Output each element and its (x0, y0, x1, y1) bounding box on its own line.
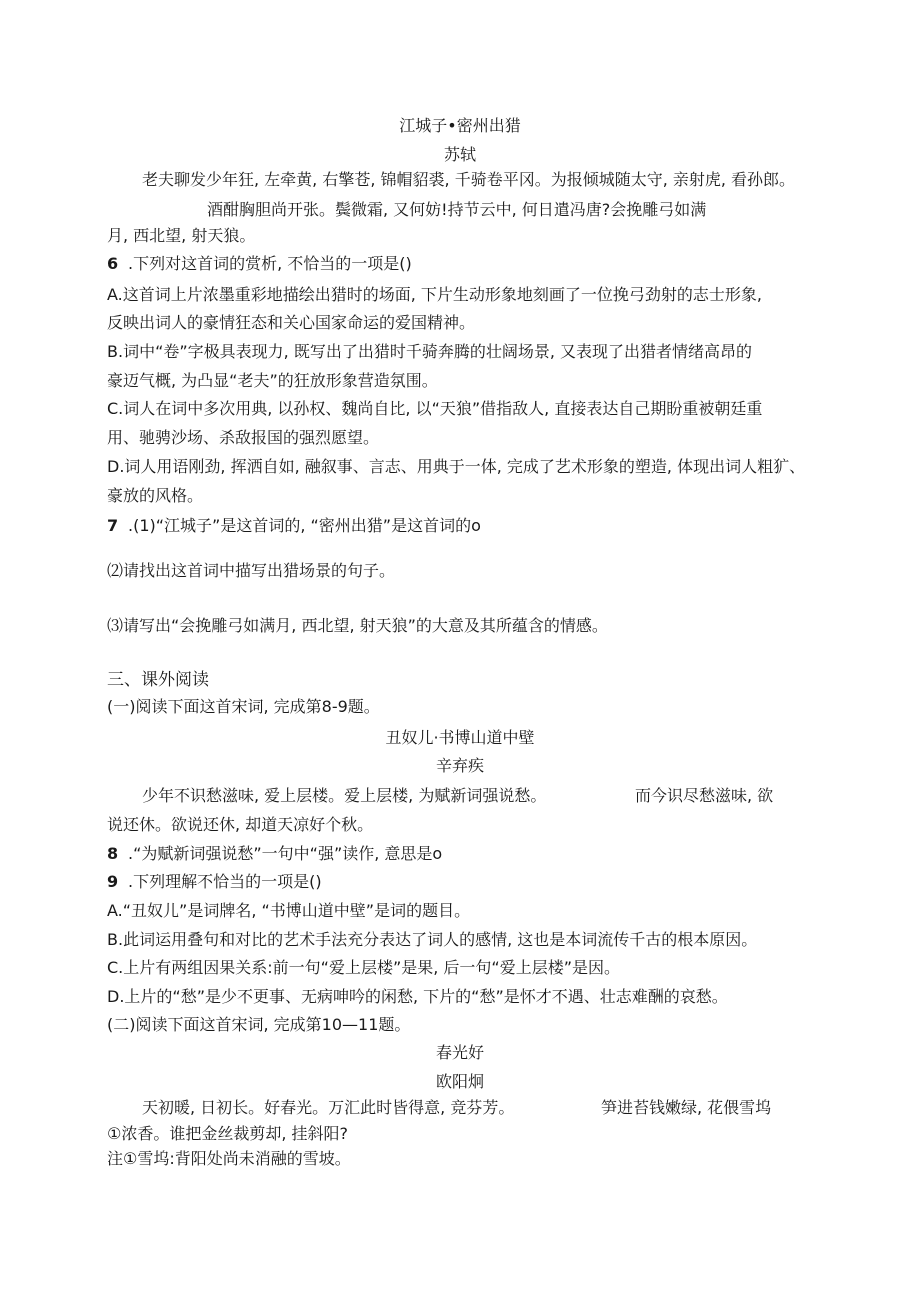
q9-option-b: B.此词运用叠句和对比的艺术手法充分表达了词人的感情, 这也是本词流传千古的根本原因。 (107, 930, 758, 949)
poem1-title: 江城子•密州出猎 (399, 116, 521, 135)
q9-option-a: A.“丑奴儿”是词牌名, “书博山道中壁”是词的题目。 (107, 901, 471, 920)
poem2-line1b: 而今识尽愁滋味, 欲 (635, 786, 774, 805)
q9-number: 9 (107, 872, 119, 891)
q6-number: 6 (107, 254, 119, 273)
poem2-author: 辛弃疾 (435, 756, 484, 775)
poem3-title: 春光好 (435, 1043, 484, 1062)
q6-option-a-line2: 反映出词人的豪情狂态和关心国家命运的爱国精神。 (107, 313, 476, 332)
section3-part1-instruction: (一)阅读下面这首宋词, 完成第8-9题。 (107, 697, 380, 716)
q6-option-a-line1: A.这首词上片浓墨重彩地描绘出猎时的场面, 下片生动形象地刻画了一位挽弓劲射的志士形象, (107, 285, 763, 304)
q7-part3: ⑶请写出“会挽雕弓如满月, 西北望, 射天狼”的大意及其所蕴含的情感。 (107, 616, 608, 635)
poem3-line1b: 笋进苔钱嫩绿, 花偎雪坞 (601, 1098, 772, 1117)
section3-heading: 三、课外阅读 (107, 670, 209, 690)
poem3-footnote: 注①雪坞:背阳处尚未消融的雪坡。 (107, 1149, 351, 1168)
poem1-author: 苏轼 (443, 145, 476, 164)
poem3-line2: ①浓香。谁把金丝裁剪却, 挂斜阳? (107, 1124, 349, 1143)
poem1-line2: 酒酣胸胆尚开张。鬓微霜, 又何妨!持节云中, 何日遣冯唐?会挽雕弓如满 (207, 200, 707, 219)
section3-part2-instruction: (二)阅读下面这首宋词, 完成第10—11题。 (107, 1015, 411, 1034)
q7-number: 7 (107, 516, 119, 535)
q8-text: .“为赋新词强说愁”一句中“强”读作, 意思是o (128, 844, 443, 863)
q9-option-c: C.上片有两组因果关系:前一句“爱上层楼”是果, 后一句“爱上层楼”是因。 (107, 958, 620, 977)
q6-option-c-line2: 用、驰骋沙场、杀敌报国的强烈愿望。 (107, 428, 380, 447)
poem1-line3: 月, 西北望, 射天狼。 (107, 226, 256, 245)
q9-stem: .下列理解不恰当的一项是() (128, 872, 322, 891)
q6-option-c-line1: C.词人在词中多次用典, 以孙权、魏尚自比, 以“天狼”借指敌人, 直接表达自己期盼重被朝廷重 (107, 399, 763, 418)
poem2-line2: 说还休。欲说还休, 却道天凉好个秋。 (107, 815, 374, 834)
q6-option-d-line1: D.词人用语刚劲, 挥洒自如, 融叙事、言志、用典于一体, 完成了艺术形象的塑造, 体现出词人粗犷、 (107, 457, 806, 476)
poem3-author: 欧阳炯 (435, 1072, 484, 1091)
poem2-title: 丑奴儿·书博山道中壁 (385, 728, 535, 747)
q6-option-d-line2: 豪放的风格。 (107, 486, 204, 505)
poem3-line1a: 天初暖, 日初长。好春光。万汇此时皆得意, 竞芬芳。 (142, 1098, 515, 1117)
q6-option-b-line1: B.词中“卷”字极具表现力, 既写出了出猎时千骑奔腾的壮阔场景, 又表现了出猎者情绪高昂的 (107, 342, 752, 361)
q7-part1: .(1)“江城子”是这首词的, “密州出猎”是这首词的o (128, 516, 481, 535)
q7-part2: ⑵请找出这首词中描写出猎场景的句子。 (107, 561, 396, 580)
poem1-line1: 老夫聊发少年狂, 左牵黄, 右擎苍, 锦帽貂裘, 千骑卷平冈。为报倾城随太守, 亲射虎, 看孙郎。 (142, 170, 796, 189)
q9-option-d: D.上片的“愁”是少不更事、无病呻吟的闲愁, 下片的“愁”是怀才不遇、壮志难酬的哀愁。 (107, 987, 728, 1006)
q8-number: 8 (107, 844, 119, 863)
poem2-line1a: 少年不识愁滋味, 爱上层楼。爱上层楼, 为赋新词强说愁。 (142, 786, 547, 805)
q6-option-b-line2: 豪迈气概, 为凸显“老夫”的狂放形象营造氛围。 (107, 371, 438, 390)
q6-stem: .下列对这首词的赏析, 不恰当的一项是() (128, 254, 412, 273)
